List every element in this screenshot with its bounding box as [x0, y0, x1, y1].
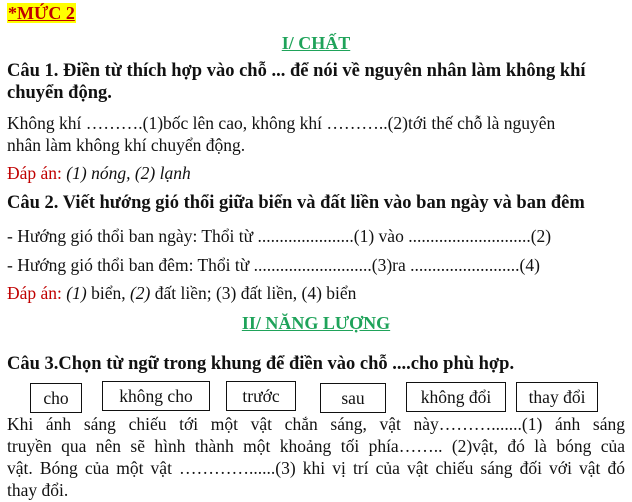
question-1-title: Câu 1. Điền từ thích hợp vào chỗ ... để nói về nguyên nhân làm không khí — [7, 61, 586, 81]
level-heading: *MỨC 2 — [8, 3, 75, 23]
question-1-body-cont: nhân làm không khí chuyển động. — [7, 135, 246, 155]
word-box: sau — [320, 383, 386, 413]
section-title-nang-luong: II/ NĂNG LƯỢNG — [241, 313, 391, 333]
question-1-title-cont: chuyển động. — [7, 83, 112, 103]
question-3-paragraph-line: truyền qua nên sẽ hình thành một khoảng tối phía…….. (2)vật, đó là bóng của — [7, 436, 625, 456]
answer-part: biển, — [86, 283, 130, 303]
question-2-answer — [7, 282, 356, 304]
question-2-line-day: - Hướng gió thổi ban ngày: Thổi từ ......................(1) vào ............................(2) — [7, 226, 552, 246]
answer-part: (1) — [66, 283, 87, 303]
answer-text: (1) nóng, (2) lạnh — [66, 163, 191, 183]
word-box: không đổi — [406, 382, 506, 412]
question-2-title: Câu 2. Viết hướng gió thổi giữa biển và đất liền vào ban ngày và ban đêm — [7, 193, 585, 213]
word-box: cho — [30, 383, 82, 413]
question-3-paragraph-line: thay đổi. — [7, 480, 69, 500]
answer-label: Đáp án: — [7, 283, 62, 303]
word-box: trước — [226, 381, 296, 411]
answer-part: đất liền; (3) đất liền, (4) biển — [150, 283, 357, 303]
question-2-line-night: - Hướng gió thổi ban đêm: Thổi từ ...........................(3)ra .........................(4) — [7, 255, 540, 275]
question-3-paragraph-line: vật. Bóng của một vật …………......(3) khi vị trí của vật chiếu sáng đối với vật đó — [7, 458, 625, 478]
question-3-paragraph-line: Khi ánh sáng chiếu tới một vật chắn sáng, vật này……….......(1) ánh sáng — [7, 414, 625, 434]
answer-part: (2) — [129, 283, 151, 303]
section-title-chat: I/ CHẤT — [281, 33, 351, 53]
word-box: thay đổi — [516, 382, 598, 412]
answer-label: Đáp án: — [7, 163, 62, 183]
word-box: không cho — [102, 381, 210, 411]
question-3-title: Câu 3.Chọn từ ngữ trong khung để điền vào chỗ ....cho phù hợp. — [7, 354, 515, 374]
question-1-body: Không khí ……….(1)bốc lên cao, không khí ………..(2)tới thế chỗ là nguyên — [7, 113, 556, 133]
question-1-answer — [7, 162, 191, 184]
